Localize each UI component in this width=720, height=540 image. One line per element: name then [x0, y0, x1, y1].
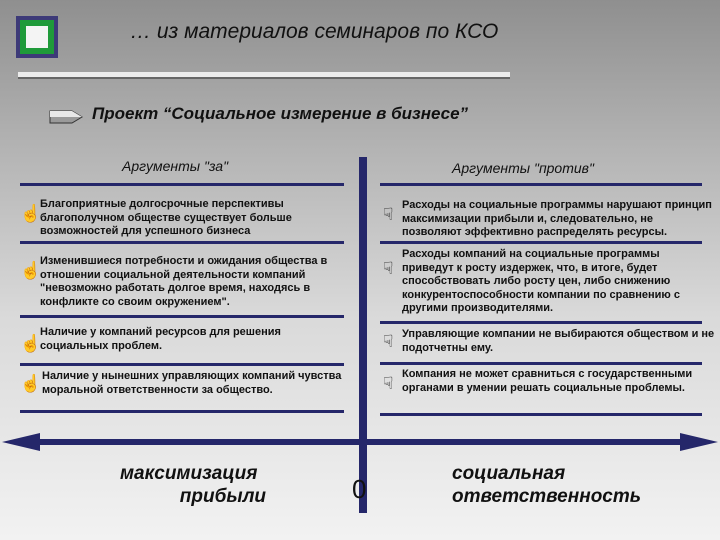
axis-left-label-line1: максимизация	[120, 463, 258, 484]
con-argument-item: Компания не может сравниться с государственными органами в умении решать социальные проблемы.	[402, 368, 693, 394]
center-divider	[359, 157, 367, 513]
logo-icon	[16, 16, 58, 58]
divider	[380, 362, 702, 365]
axis-right-label-line1: социальная	[452, 463, 566, 484]
thumb-down-icon: ☟	[383, 259, 394, 278]
pro-argument-item: Наличие у нынешних управляющих компаний чувства моральной ответственности за общество.	[42, 370, 342, 396]
page-title: … из материалов семинаров по КСО	[130, 20, 499, 43]
thumb-up-icon: ☝	[20, 374, 42, 393]
thumb-down-icon: ☟	[383, 374, 394, 393]
axis-double-arrow	[0, 428, 720, 456]
thumb-down-icon: ☟	[383, 332, 394, 351]
title-divider	[18, 72, 510, 79]
divider	[20, 410, 344, 413]
thumb-up-icon: ☝	[20, 204, 42, 223]
divider	[380, 183, 702, 186]
project-title: Проект “Социальное измерение в бизнесе”	[92, 104, 469, 123]
pro-argument-item: Наличие у компаний ресурсов для решения социальных проблем.	[40, 326, 281, 352]
con-argument-item: Управляющие компании не выбираются обществом и не подотчетны ему.	[402, 328, 715, 354]
pro-argument-item: Благоприятные долгосрочные перспективы благополучном обществе существует больше возможностей для успешного бизнеса	[40, 198, 292, 238]
arrow-right-icon	[48, 108, 84, 126]
thumb-down-icon: ☟	[383, 205, 394, 224]
axis-zero-label: 0	[352, 474, 367, 504]
divider	[380, 321, 702, 324]
con-arguments-heading: Аргументы "против"	[452, 160, 594, 176]
divider	[20, 241, 344, 244]
divider	[380, 413, 702, 416]
axis-right-label-line2: ответственность	[452, 486, 642, 507]
con-argument-item: Расходы на социальные программы нарушают принцип максимизации прибыли и, следовательно, не позволяют эффективно распределять ресурсы.	[402, 199, 712, 239]
con-argument-item: Расходы компаний на социальные программы приведут к росту издержек, что, в итоге, будет способствовать либо росту цен, либо снижению конкурентоспособности компании по сравнению с другими производителями.	[402, 248, 680, 315]
thumb-up-icon: ☝	[20, 261, 42, 280]
axis-left-label-line2: прибыли	[179, 486, 266, 507]
pro-argument-item: Изменившиеся потребности и ожидания общества в отношении социальной деятельности компаний "невозможно работать долгое время, находясь в конфликте со своим окружением".	[40, 255, 328, 308]
divider	[380, 241, 702, 244]
pro-arguments-heading: Аргументы "за"	[122, 158, 229, 174]
divider	[20, 315, 344, 318]
divider	[20, 183, 344, 186]
thumb-up-icon: ☝	[20, 334, 42, 353]
divider	[20, 363, 344, 366]
